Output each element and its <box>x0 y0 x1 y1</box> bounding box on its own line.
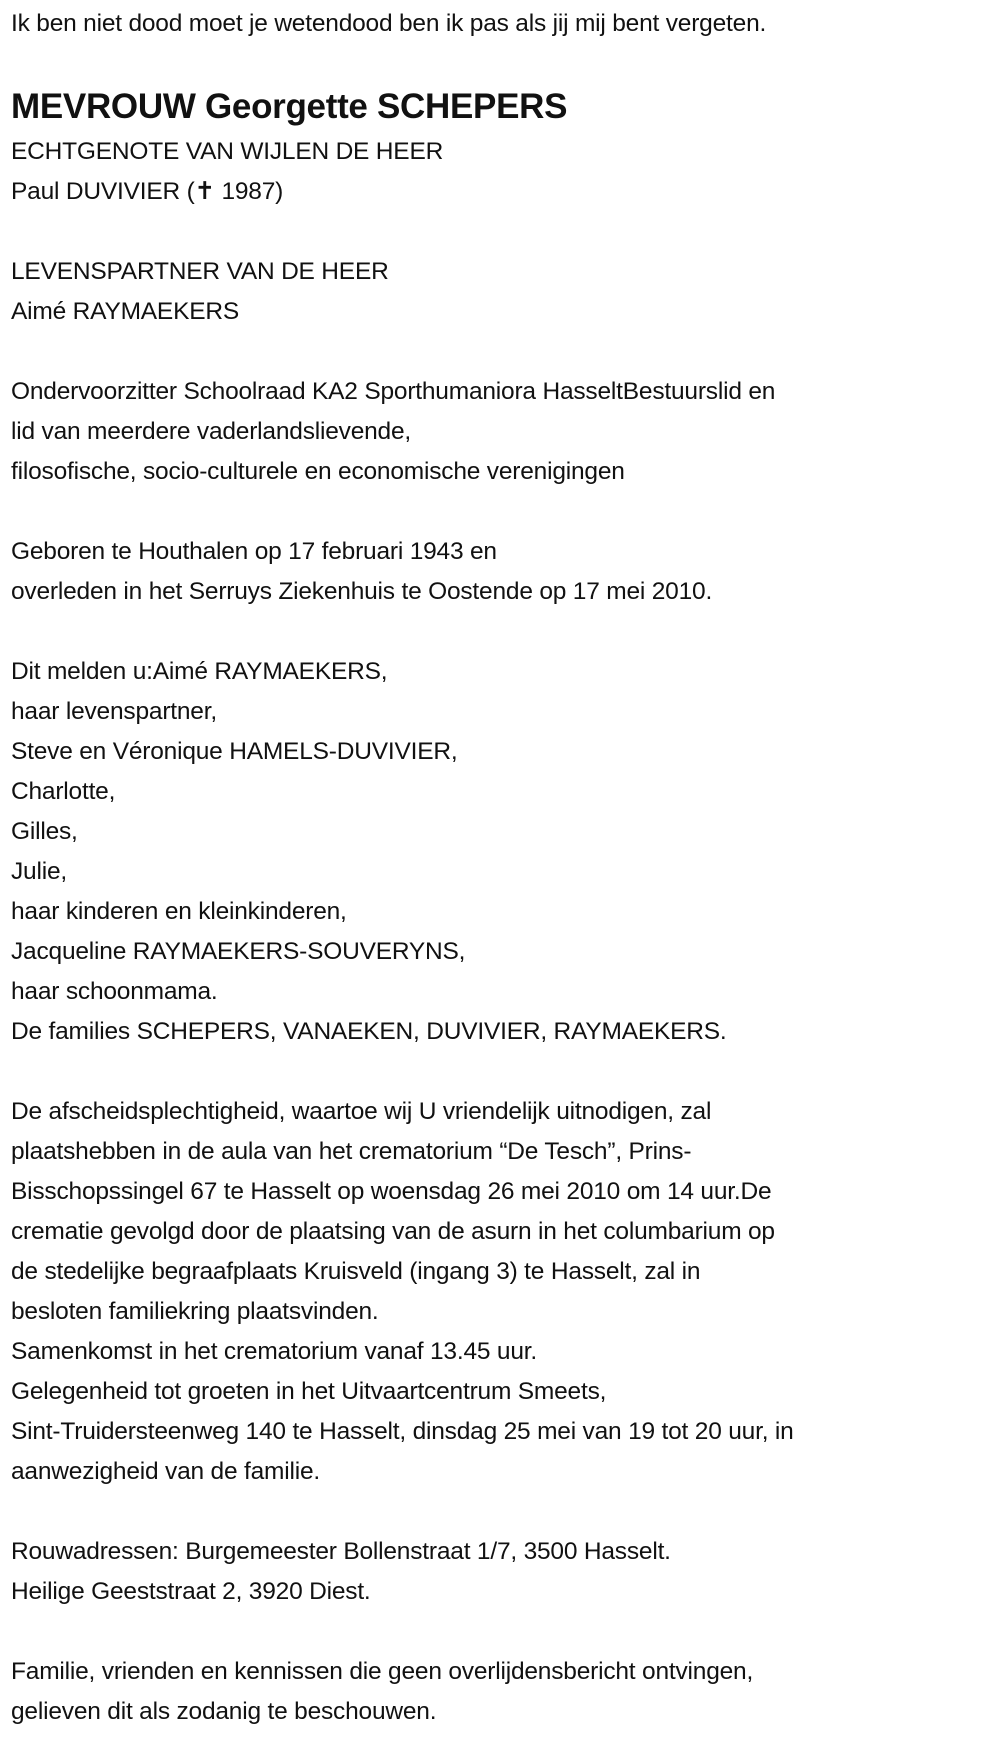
closing-section <box>11 1652 1000 1732</box>
ceremony-line: Sint-Truidersteenweg 140 te Hasselt, dinsdag 25 mei van 19 tot 20 uur, in <box>11 1418 794 1445</box>
spacer <box>11 492 1000 532</box>
birth-death-section <box>11 532 1000 612</box>
spacer <box>11 212 1000 252</box>
closing-line: Familie, vrienden en kennissen die geen overlijdensbericht ontvingen, <box>11 1658 754 1685</box>
ceremony-line: Bisschopssingel 67 te Hasselt op woensdag 26 mei 2010 om 14 uur.De <box>11 1178 772 1205</box>
partner-line: Aimé RAYMAEKERS <box>11 298 239 325</box>
spouse-section <box>11 132 1000 212</box>
family-line: haar levenspartner, <box>11 698 217 725</box>
family-line: Dit melden u:Aimé RAYMAEKERS, <box>11 658 388 685</box>
address-line: Rouwadressen: Burgemeester Bollenstraat 1/7, 3500 Hasselt. <box>11 1538 671 1565</box>
spacer <box>11 1492 1000 1532</box>
spacer <box>11 1612 1000 1652</box>
family-line: Jacqueline RAYMAEKERS-SOUVERYNS, <box>11 938 466 965</box>
family-line: Steve en Véronique HAMELS-DUVIVIER, <box>11 738 458 765</box>
ceremony-line: plaatshebben in de aula van het crematorium “De Tesch”, Prins- <box>11 1138 692 1165</box>
ceremony-line: besloten familiekring plaatsvinden. <box>11 1298 379 1325</box>
birth-death-line: Geboren te Houthalen op 17 februari 1943 en <box>11 538 497 565</box>
partner-section <box>11 252 1000 332</box>
functions-line: filosofische, socio-culturele en economische verenigingen <box>11 458 625 485</box>
address-line: Heilige Geeststraat 2, 3920 Diest. <box>11 1578 371 1605</box>
family-section <box>11 652 1000 1052</box>
ceremony-line: aanwezigheid van de familie. <box>11 1458 321 1485</box>
ceremony-line: Samenkomst in het crematorium vanaf 13.45 uur. <box>11 1338 537 1365</box>
ceremony-section <box>11 1092 1000 1492</box>
birth-death-line: overleden in het Serruys Ziekenhuis te Oostende op 17 mei 2010. <box>11 578 713 605</box>
spouse-line: ECHTGENOTE VAN WIJLEN DE HEER <box>11 138 444 165</box>
family-line: haar schoonmama. <box>11 978 218 1005</box>
family-line: Gilles, <box>11 818 78 845</box>
ceremony-line: de stedelijke begraafplaats Kruisveld (ingang 3) te Hasselt, zal in <box>11 1258 701 1285</box>
closing-line: gelieven dit als zodanig te beschouwen. <box>11 1698 437 1725</box>
family-line: De families SCHEPERS, VANAEKEN, DUVIVIER, RAYMAEKERS. <box>11 1018 727 1045</box>
ceremony-line: Gelegenheid tot groeten in het Uitvaartcentrum Smeets, <box>11 1378 607 1405</box>
family-line: haar kinderen en kleinkinderen, <box>11 898 347 925</box>
addresses-section <box>11 1532 1000 1612</box>
functions-line: Ondervoorzitter Schoolraad KA2 Sporthumaniora HasseltBestuurslid en <box>11 378 776 405</box>
spouse-line: Paul DUVIVIER (✝ 1987) <box>11 178 284 205</box>
spacer <box>11 332 1000 372</box>
spacer <box>11 612 1000 652</box>
spacer <box>11 44 1000 84</box>
ceremony-line: crematie gevolgd door de plaatsing van de asurn in het columbarium op <box>11 1218 775 1245</box>
functions-section <box>11 372 1000 492</box>
family-line: Julie, <box>11 858 67 885</box>
ceremony-line: De afscheidsplechtigheid, waartoe wij U vriendelijk uitnodigen, zal <box>11 1098 712 1125</box>
deceased-name-title: MEVROUW Georgette SCHEPERS <box>11 87 568 126</box>
family-line: Charlotte, <box>11 778 116 805</box>
partner-line: LEVENSPARTNER VAN DE HEER <box>11 258 389 285</box>
spacer <box>11 1052 1000 1092</box>
functions-line: lid van meerdere vaderlandslievende, <box>11 418 412 445</box>
motto: Ik ben niet dood moet je wetendood ben ik pas als jij mij bent vergeten. <box>11 10 767 37</box>
